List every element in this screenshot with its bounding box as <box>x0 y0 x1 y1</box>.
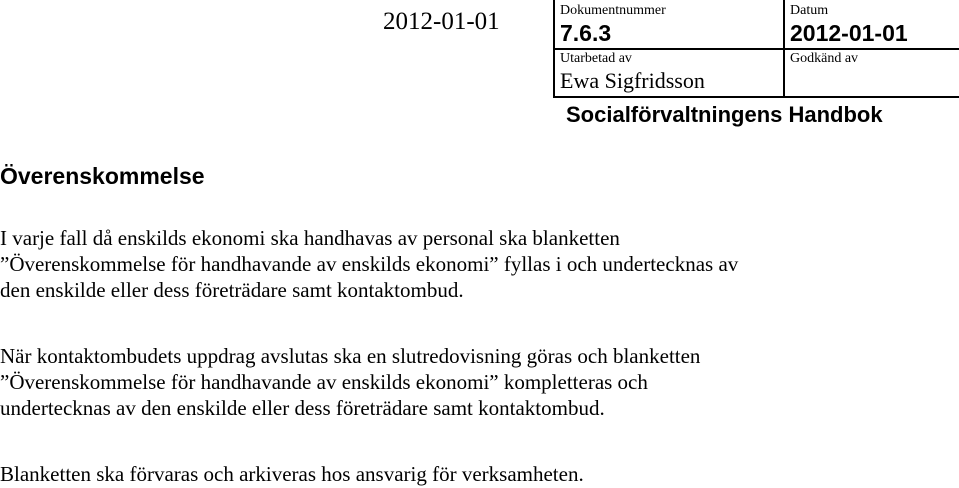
paragraph-1 <box>0 225 940 303</box>
header-date: 2012-01-01 <box>383 8 500 35</box>
meta-box-bottom-border <box>553 96 959 98</box>
dokumentnummer-value: 7.6.3 <box>560 20 612 46</box>
utarbetad-value: Ewa Sigfridsson <box>560 68 705 93</box>
godkand-label: Godkänd av <box>790 51 859 66</box>
datum-label: Datum <box>790 3 829 18</box>
paragraph-2-line: undertecknas av den enskilde eller dess företrädare samt kontaktombud. <box>0 396 605 420</box>
section-heading: Överenskommelse <box>0 163 205 189</box>
meta-box-row-divider <box>553 48 959 50</box>
paragraph-2-line: När kontaktombudets uppdrag avslutas ska en slutredovisning göras och blanketten <box>0 344 701 368</box>
paragraph-3 <box>0 461 940 487</box>
paragraph-1-line: den enskilde eller dess företrädare samt kontaktombud. <box>0 278 464 302</box>
utarbetad-label: Utarbetad av <box>560 51 632 66</box>
datum-value: 2012-01-01 <box>790 20 908 46</box>
paragraph-1-line: I varje fall då enskilds ekonomi ska handhavas av personal ska blanketten <box>0 226 620 250</box>
paragraph-2 <box>0 343 940 421</box>
paragraph-2-line: ”Överenskommelse för handhavande av enskilds ekonomi” kompletteras och <box>0 370 648 394</box>
paragraph-1-line: ”Överenskommelse för handhavande av enskilds ekonomi” fyllas i och undertecknas av <box>0 252 739 276</box>
dokumentnummer-label: Dokumentnummer <box>560 3 666 18</box>
handbook-title: Socialförvaltningens Handbok <box>566 102 883 127</box>
paragraph-3-line: Blanketten ska förvaras och arkiveras hos ansvarig för verksamheten. <box>0 462 584 486</box>
